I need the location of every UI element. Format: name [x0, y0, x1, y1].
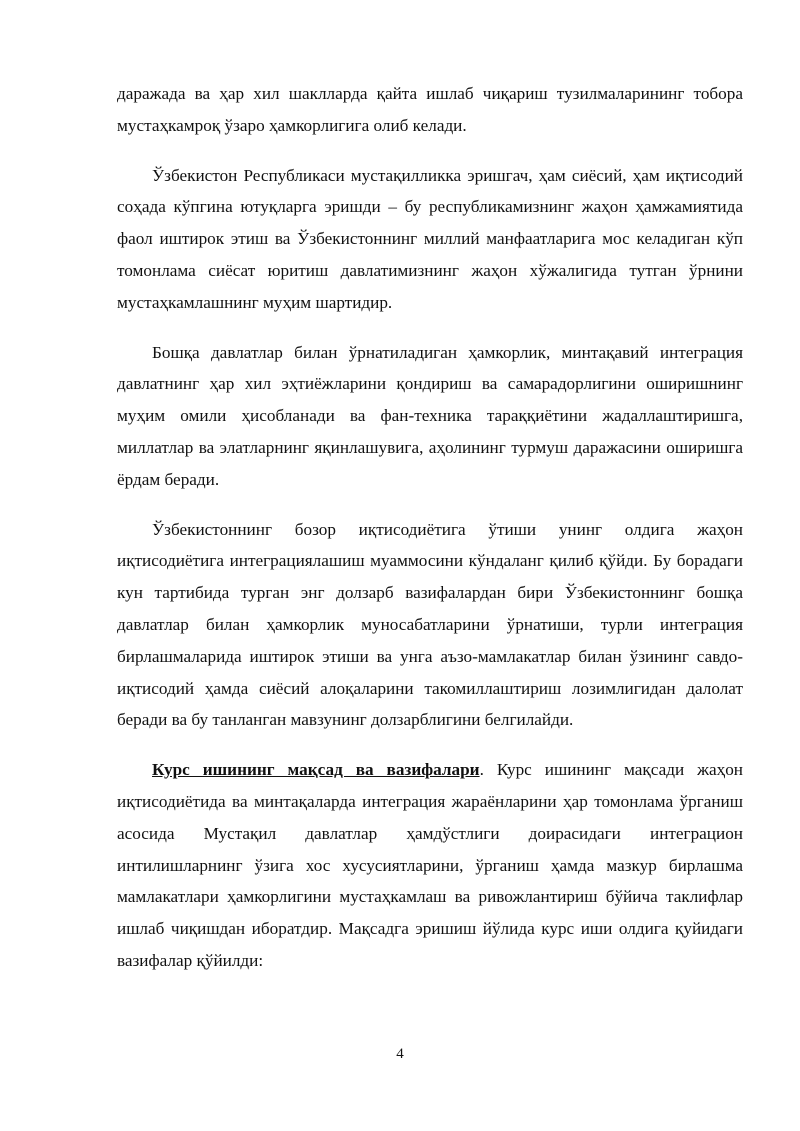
goals-heading: Курс ишининг мақсад ва вазифалари: [152, 760, 480, 780]
goals-text: . Курс ишининг мақсади жаҳон иқтисодиётида ва минтақаларда интеграция жараёнларини ҳар томонлама ўрганиш асосида Мустақил давлатлар ҳамдўстлиги доирасидаги интеграцион интилишларнинг ўзига хос хусусиятларини, ўрганиш ҳамда мазкур бирлашма мамлакатлари ҳамкорлигини мустаҳкамлаш ва ривожлантириш бўйича таклифлар ишлаб чиқишдан иборатдир. Мақсадга эришиш йўлида курс иши олдига қуйидаги вазифалар қўйилди:: [117, 760, 743, 970]
document-page: [117, 78, 743, 995]
paragraph-3: Бошқа давлатлар билан ўрнатиладиган ҳамкорлик, минтақавий интеграция давлатнинг ҳар хил эҳтиёжларини қондириш ва самарадорлигини оширишнинг муҳим омили ҳисобланади ва фан-техника тараққиётини жадаллаштиришга, миллатлар ва элатларнинг яқинлашувига, аҳолининг турмуш даражасини оширишга ёрдам беради.: [117, 342, 743, 489]
paragraph-goals: [117, 754, 743, 977]
paragraph-2: Ўзбекистон Республикаси мустақилликка эришгач, ҳам сиёсий, ҳам иқтисодий соҳада кўпгина ютуқларга эришди – бу республикамизнинг жаҳон ҳамжамиятида фаол иштирок этиш ва Ўзбекистоннинг миллий манфаатларига мос келадиган кўп томонлама сиёсат юритиш давлатимизнинг жаҳон хўжалигида тутган ўрнини мустаҳкамлашнинг муҳим шартидир.: [117, 165, 743, 312]
paragraph-1: даражада ва ҳар хил шаклларда қайта ишлаб чиқариш тузилмаларининг тобора мустаҳкамроқ ўзаро ҳамкорлигига олиб келади.: [117, 84, 743, 135]
page-number: 4: [396, 1046, 404, 1062]
paragraph-4: Ўзбекистоннинг бозор иқтисодиётига ўтиши унинг олдига жаҳон иқтисодиётига интеграциялашиш муаммосини кўндаланг қилиб қўйди. Бу борадаги кун тартибида турган энг долзарб вазифалардан бири Ўзбекистоннинг бошқа давлатлар билан ҳамкорлик муносабатларини ўрнатиши, турли интеграция бирлашмаларида иштирок этиши ва унга аъзо-мамлакатлар билан ўзининг савдо-иқтисодий ҳамда сиёсий алоқаларини такомиллаштириш лозимлигидан далолат беради ва бу танланган мавзунинг долзарблигини белгилайди.: [117, 519, 743, 730]
